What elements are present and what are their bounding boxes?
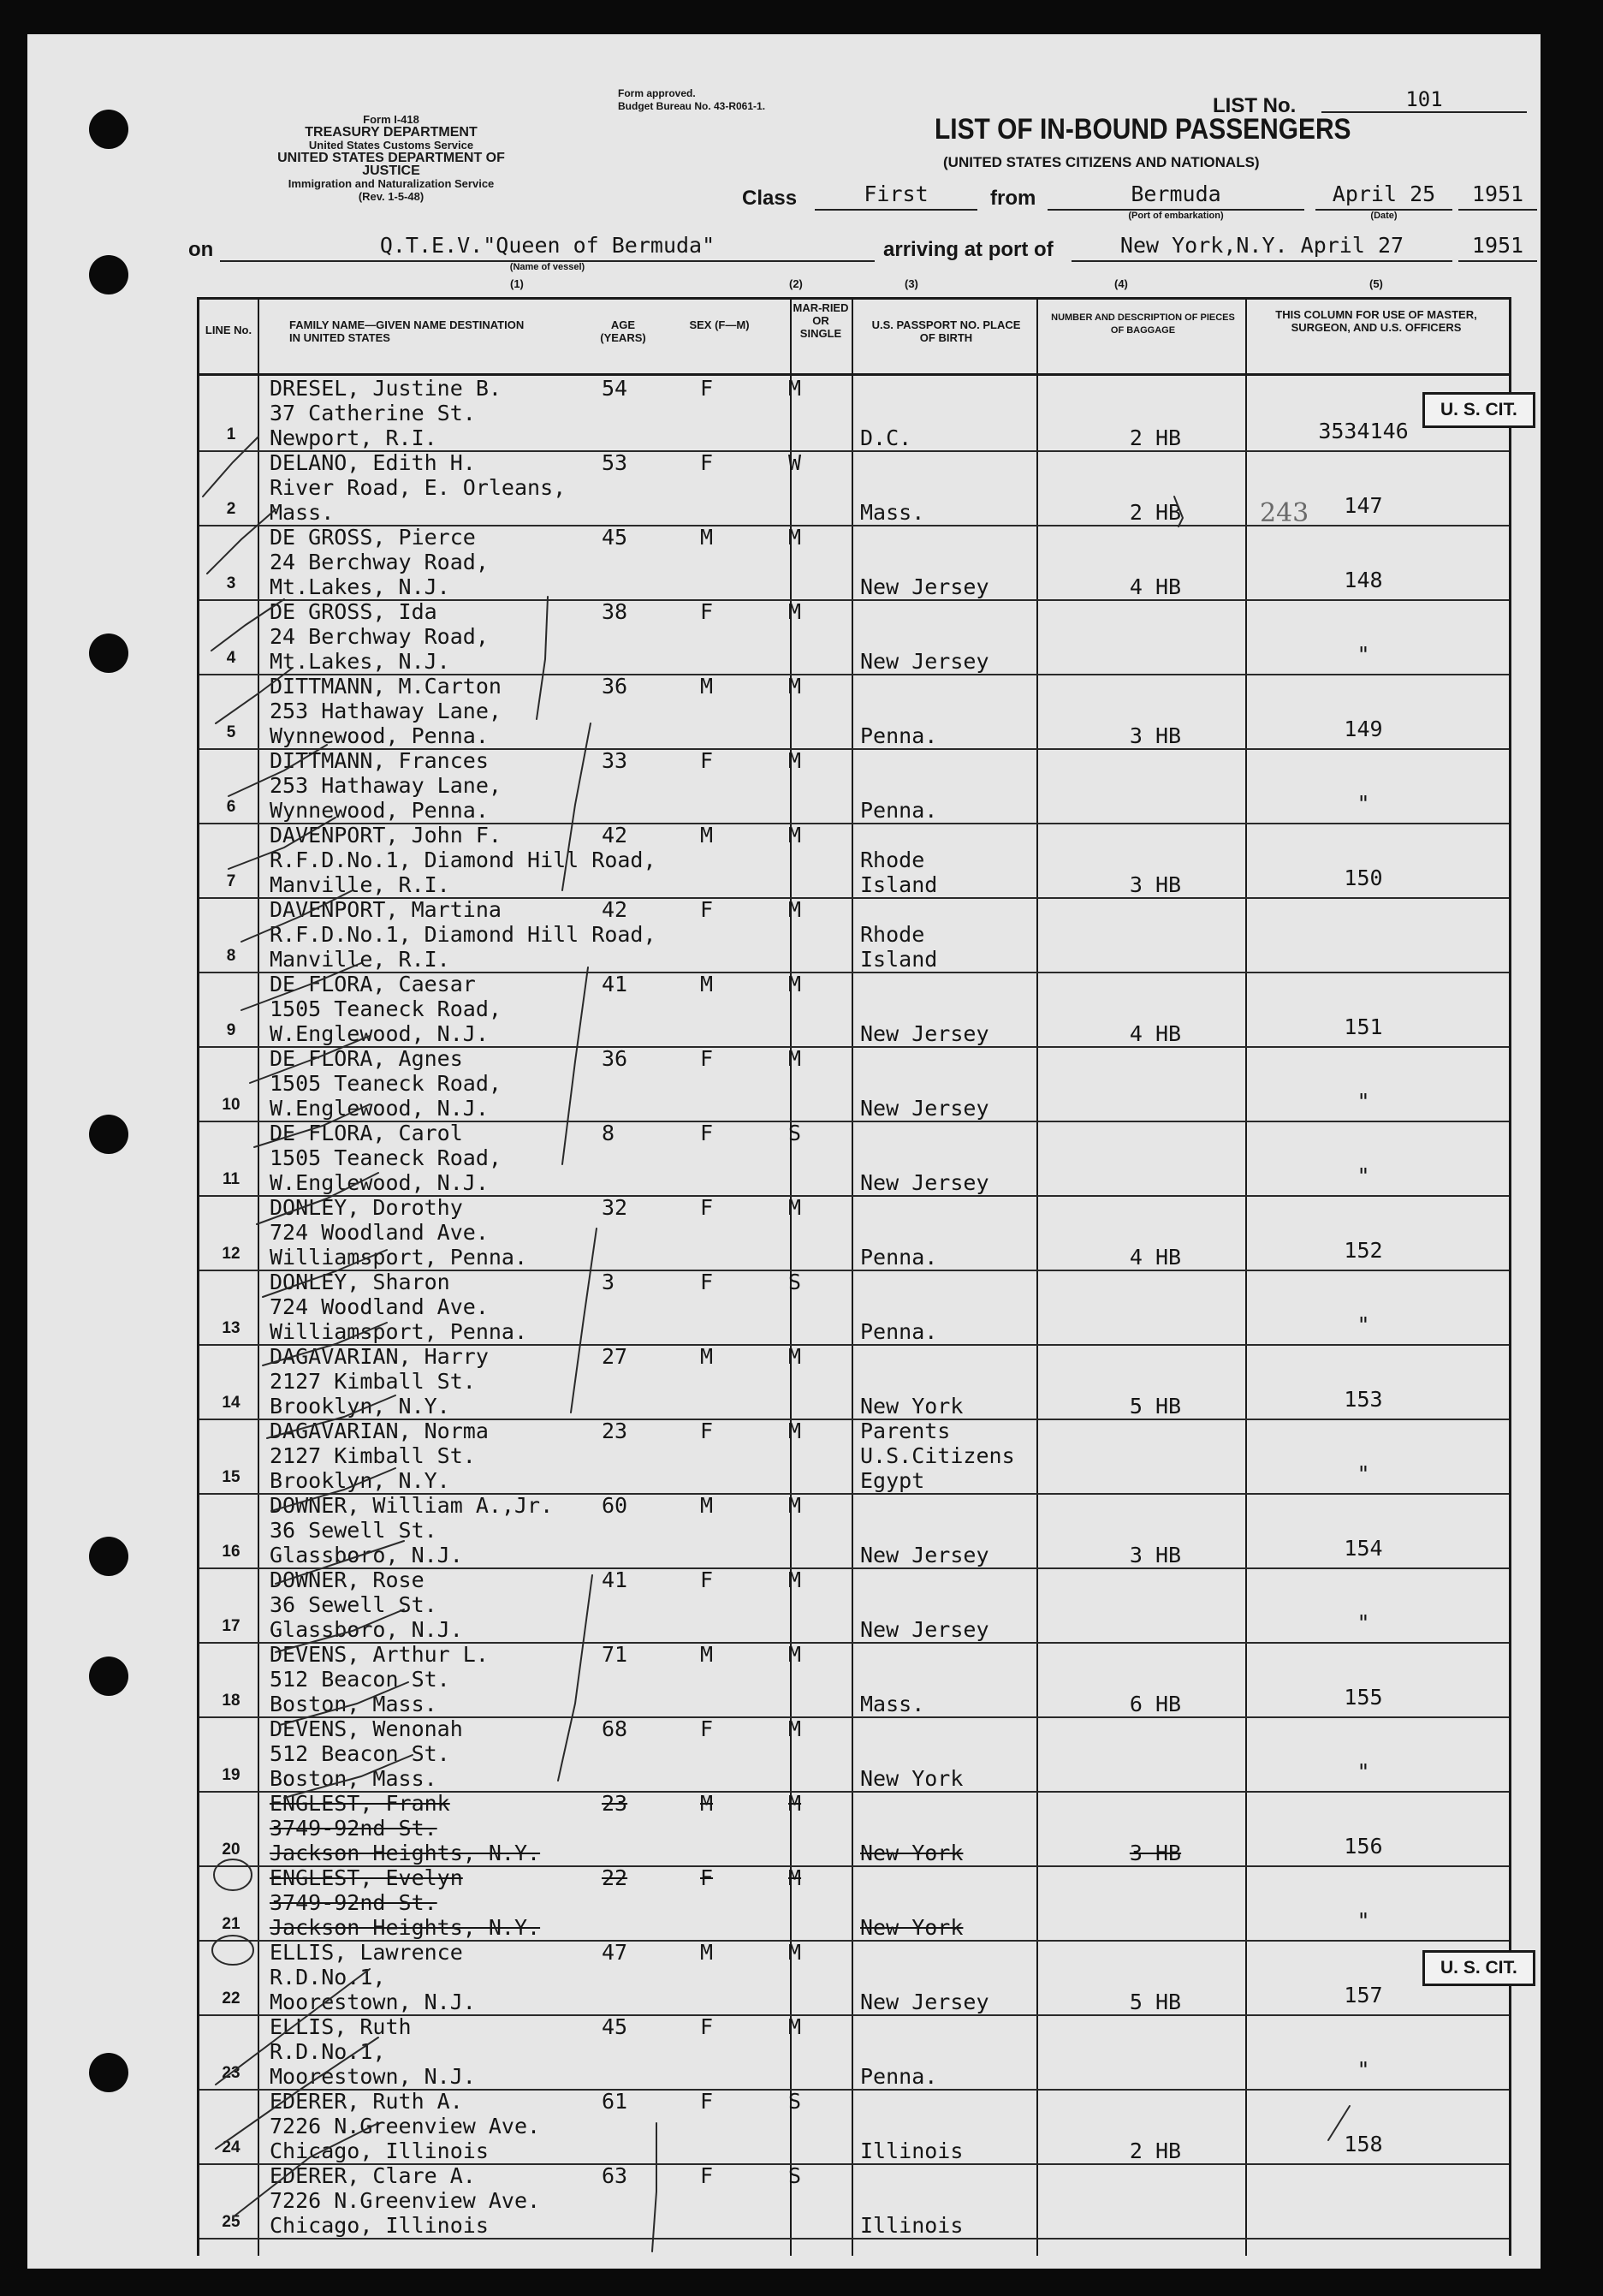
baggage-description: 5 HB	[1129, 1990, 1182, 2014]
marital-status: M	[788, 1716, 802, 1741]
column-number: (1)	[510, 277, 524, 290]
passenger-sex: F	[700, 376, 714, 401]
form-approved-text: Form approved.	[618, 87, 696, 99]
passenger-sex: M	[700, 1940, 714, 1965]
official-notation: "	[1357, 1759, 1370, 1784]
passenger-name-destination: EDERER, Ruth A. 7226 N.Greenview Ave. Chicago, Illinois	[270, 2089, 541, 2163]
marital-status: M	[788, 1567, 802, 1592]
official-notation: 153	[1344, 1387, 1383, 1412]
passenger-age: 33	[602, 748, 628, 773]
passenger-age: 54	[602, 376, 628, 401]
place-of-birth: Mass.	[860, 500, 925, 525]
passenger-age: 36	[602, 1046, 628, 1071]
header-married: MAR-RIED OR SINGLE	[793, 301, 849, 340]
passenger-sex: F	[700, 1865, 714, 1890]
place-of-birth: New Jersey	[860, 649, 989, 674]
passenger-sex: F	[700, 599, 714, 624]
place-of-birth: New Jersey	[860, 574, 989, 599]
passenger-age: 3	[602, 1270, 615, 1294]
marital-status: M	[788, 376, 802, 401]
passenger-sex: F	[700, 1419, 714, 1443]
marital-status: M	[788, 1642, 802, 1667]
passenger-age: 42	[602, 897, 628, 922]
marital-status: M	[788, 748, 802, 773]
passenger-name-destination: DE FLORA, Caesar 1505 Teaneck Road, W.Englewood, N.J.	[270, 972, 502, 1046]
passenger-name-destination: DAVENPORT, Martina R.F.D.No.1, Diamond Hill Road, Manville, R.I.	[270, 897, 656, 972]
passenger-name-destination: DONLEY, Dorothy 724 Woodland Ave. Williamsport, Penna.	[270, 1195, 528, 1270]
class-value: First	[815, 181, 977, 211]
list-number: 101	[1321, 87, 1527, 113]
header-passport-birthplace: U.S. PASSPORT NO. PLACE OF BIRTH	[871, 318, 1021, 344]
passenger-name-destination: DAGAVARIAN, Harry 2127 Kimball St. Brooklyn, N.Y.	[270, 1344, 489, 1419]
baggage-description: 3 HB	[1129, 1841, 1182, 1865]
passenger-age: 45	[602, 525, 628, 550]
place-of-birth: Penna.	[860, 1245, 938, 1270]
line-number: 23	[222, 2064, 240, 2082]
place-of-birth: New York	[860, 1841, 964, 1865]
baggage-description: 4 HB	[1129, 1245, 1182, 1270]
official-notation: 149	[1344, 717, 1383, 741]
pencil-notation: 243	[1260, 498, 1309, 528]
official-notation: "	[1357, 1461, 1370, 1486]
passenger-sex: F	[700, 2089, 714, 2114]
marital-status: M	[788, 1865, 802, 1890]
passenger-name-destination: ENGLEST, Evelyn 3749-92nd St. Jackson Heights, N.Y.	[270, 1865, 541, 1940]
baggage-description: 3 HB	[1129, 1543, 1182, 1567]
passenger-name-destination: DEVENS, Arthur L. 512 Beacon St. Boston, Mass.	[270, 1642, 489, 1716]
passenger-age: 32	[602, 1195, 628, 1220]
marital-status: M	[788, 1419, 802, 1443]
marital-status: M	[788, 1195, 802, 1220]
place-of-birth: Penna.	[860, 723, 938, 748]
passenger-name-destination: EDERER, Clare A. 7226 N.Greenview Ave. Chicago, Illinois	[270, 2163, 541, 2238]
baggage-description: 4 HB	[1129, 574, 1182, 599]
on-label: on	[188, 238, 214, 261]
marital-status: S	[788, 2163, 802, 2188]
official-notation: 158	[1344, 2132, 1383, 2156]
marital-status: S	[788, 1121, 802, 1145]
baggage-description: 2 HB	[1129, 2138, 1182, 2163]
passenger-name-destination: ELLIS, Ruth R.D.No.1, Moorestown, N.J.	[270, 2014, 476, 2089]
passenger-sex: F	[700, 1716, 714, 1741]
passenger-name-destination: DITTMANN, M.Carton 253 Hathaway Lane, Wynnewood, Penna.	[270, 674, 502, 748]
passenger-sex: F	[700, 450, 714, 475]
official-notation: 3534146	[1318, 419, 1409, 443]
list-number-label: LIST No.	[1213, 94, 1297, 117]
treasury-department: TREASURY DEPARTMENT	[305, 125, 478, 140]
line-number: 9	[226, 1021, 236, 1039]
passenger-age: 23	[602, 1791, 628, 1816]
place-of-birth: D.C.	[860, 425, 912, 450]
manifest-page	[27, 34, 1541, 2269]
line-number: 22	[222, 1990, 240, 2008]
arrival-port-date: New York,N.Y. April 27	[1072, 233, 1452, 262]
baggage-description: 4 HB	[1129, 1021, 1182, 1046]
marital-status: M	[788, 525, 802, 550]
line-number: 20	[222, 1841, 240, 1859]
port-of-embarkation: Bermuda	[1048, 181, 1304, 211]
line-number: 18	[222, 1692, 240, 1710]
baggage-description: 5 HB	[1129, 1394, 1182, 1419]
passenger-sex: M	[700, 1642, 714, 1667]
budget-bureau-number: Budget Bureau No. 43-R061-1.	[618, 100, 766, 112]
immigration-service: Immigration and Naturalization Service	[288, 177, 495, 190]
place-of-birth: New York	[860, 1394, 964, 1419]
official-notation: "	[1357, 791, 1370, 816]
line-number: 6	[226, 798, 236, 816]
line-number: 11	[222, 1170, 240, 1188]
official-notation: 157	[1344, 1983, 1383, 2008]
place-of-birth: New York	[860, 1915, 964, 1940]
passenger-name-destination: ELLIS, Lawrence R.D.No.1, Moorestown, N.J.	[270, 1940, 476, 2014]
line-number: 21	[222, 1915, 240, 1933]
passenger-age: 41	[602, 972, 628, 996]
passenger-age: 22	[602, 1865, 628, 1890]
place-of-birth: Illinois	[860, 2213, 964, 2238]
from-label: from	[990, 187, 1036, 210]
header-sex: SEX (F—M)	[689, 318, 750, 331]
marital-status: M	[788, 823, 802, 848]
vessel-name: Q.T.E.V."Queen of Bermuda"	[220, 233, 875, 262]
passenger-name-destination: DAVENPORT, John F. R.F.D.No.1, Diamond Hill Road, Manville, R.I.	[270, 823, 656, 897]
vessel-name-caption: (Name of vessel)	[509, 262, 585, 272]
passenger-name-destination: DOWNER, William A.,Jr. 36 Sewell St. Glassboro, N.J.	[270, 1493, 554, 1567]
official-notation: 154	[1344, 1536, 1383, 1561]
place-of-birth: New Jersey	[860, 1617, 989, 1642]
column-number: (5)	[1369, 277, 1383, 290]
marital-status: M	[788, 897, 802, 922]
port-of-embarkation-caption: (Port of embarkation)	[1128, 211, 1224, 221]
baggage-description: 6 HB	[1129, 1692, 1182, 1716]
passenger-age: 47	[602, 1940, 628, 1965]
passenger-sex: F	[700, 1121, 714, 1145]
official-notation: "	[1357, 1163, 1370, 1188]
header-officers: THIS COLUMN FOR USE OF MASTER, SURGEON, AND U.S. OFFICERS	[1275, 308, 1477, 334]
place-of-birth: Penna.	[860, 1319, 938, 1344]
departure-date: April 25	[1315, 181, 1452, 211]
passenger-name-destination: DE GROSS, Pierce 24 Berchway Road, Mt.Lakes, N.J.	[270, 525, 489, 599]
passenger-name-destination: DITTMANN, Frances 253 Hathaway Lane, Wynnewood, Penna.	[270, 748, 502, 823]
marital-status: M	[788, 599, 802, 624]
us-citizen-stamp: U. S. CIT.	[1422, 392, 1535, 428]
place-of-birth: Rhode Island	[860, 922, 938, 972]
date-caption: (Date)	[1370, 211, 1398, 221]
official-notation: 150	[1344, 865, 1383, 890]
place-of-birth: New Jersey	[860, 1170, 989, 1195]
passenger-sex: M	[700, 1344, 714, 1369]
header-age: AGE (YEARS)	[600, 318, 646, 344]
passenger-name-destination: DE GROSS, Ida 24 Berchway Road, Mt.Lakes, N.J.	[270, 599, 489, 674]
place-of-birth: New York	[860, 1766, 964, 1791]
marital-status: S	[788, 1270, 802, 1294]
passenger-sex: M	[700, 674, 714, 699]
passenger-age: 60	[602, 1493, 628, 1518]
marital-status: M	[788, 972, 802, 996]
passenger-name-destination: DE FLORA, Carol 1505 Teaneck Road, W.Englewood, N.J.	[270, 1121, 502, 1195]
place-of-birth: Penna.	[860, 2064, 938, 2089]
place-of-birth: Illinois	[860, 2138, 964, 2163]
passenger-age: 41	[602, 1567, 628, 1592]
passenger-name-destination: DRESEL, Justine B. 37 Catherine St. Newport, R.I.	[270, 376, 502, 450]
header-name-destination: FAMILY NAME—GIVEN NAME DESTINATION IN UNITED STATES	[289, 318, 525, 344]
passenger-name-destination: ENGLEST, Frank 3749-92nd St. Jackson Heights, N.Y.	[270, 1791, 541, 1865]
passenger-age: 45	[602, 2014, 628, 2039]
official-notation: 156	[1344, 1834, 1383, 1859]
arriving-label: arriving at port of	[883, 238, 1054, 261]
line-number: 2	[226, 500, 236, 518]
line-number: 10	[222, 1096, 240, 1114]
header-baggage: NUMBER AND DESCRIPTION OF PIECES OF BAGGAGE	[1051, 312, 1235, 336]
line-number: 24	[222, 2138, 240, 2156]
line-number: 15	[222, 1468, 240, 1486]
customs-service: United States Customs Service	[308, 139, 474, 152]
line-number: 4	[226, 649, 236, 667]
baggage-description: 2 HB	[1129, 500, 1182, 525]
marital-status: M	[788, 674, 802, 699]
passenger-age: 27	[602, 1344, 628, 1369]
line-number: 13	[222, 1319, 240, 1337]
place-of-birth: New Jersey	[860, 1096, 989, 1121]
official-notation: 148	[1344, 568, 1383, 592]
form-revision: (Rev. 1-5-48)	[358, 190, 424, 203]
baggage-description: 3 HB	[1129, 872, 1182, 897]
department-of-justice: UNITED STATES DEPARTMENT OF JUSTICE	[277, 151, 505, 178]
official-notation: "	[1357, 1610, 1370, 1635]
official-notation: "	[1357, 642, 1370, 667]
line-number: 8	[226, 947, 236, 965]
place-of-birth: New Jersey	[860, 1990, 989, 2014]
line-number: 17	[222, 1617, 240, 1635]
handwritten-check-marks	[27, 34, 1541, 2269]
official-notation: 152	[1344, 1238, 1383, 1263]
line-number: 25	[222, 2213, 240, 2231]
column-number: (3)	[905, 277, 918, 290]
passenger-name-destination: DELANO, Edith H. River Road, E. Orleans, Mass.	[270, 450, 567, 525]
passenger-sex: F	[700, 748, 714, 773]
marital-status: M	[788, 1791, 802, 1816]
passenger-age: 8	[602, 1121, 615, 1145]
line-number: 16	[222, 1543, 240, 1561]
passenger-name-destination: DE FLORA, Agnes 1505 Teaneck Road, W.Englewood, N.J.	[270, 1046, 502, 1121]
column-number: (2)	[789, 277, 803, 290]
passenger-name-destination: DOWNER, Rose 36 Sewell St. Glassboro, N.J.	[270, 1567, 463, 1642]
place-of-birth: New Jersey	[860, 1021, 989, 1046]
place-of-birth: Mass.	[860, 1692, 925, 1716]
line-number: 5	[226, 723, 236, 741]
official-notation: 155	[1344, 1685, 1383, 1710]
form-number: Form I-418	[363, 113, 419, 126]
marital-status: M	[788, 2014, 802, 2039]
passenger-age: 68	[602, 1716, 628, 1741]
passenger-sex: F	[700, 1195, 714, 1220]
line-number: 14	[222, 1394, 240, 1412]
passenger-sex: F	[700, 1046, 714, 1071]
us-citizen-stamp: U. S. CIT.	[1422, 1950, 1535, 1986]
official-notation: "	[1357, 1312, 1370, 1337]
passenger-age: 53	[602, 450, 628, 475]
passenger-name-destination: DEVENS, Wenonah 512 Beacon St. Boston, Mass.	[270, 1716, 463, 1791]
passenger-sex: M	[700, 823, 714, 848]
passenger-sex: F	[700, 897, 714, 922]
passenger-age: 38	[602, 599, 628, 624]
marital-status: M	[788, 1493, 802, 1518]
column-number: (4)	[1114, 277, 1128, 290]
document-subtitle: (UNITED STATES CITIZENS AND NATIONALS)	[943, 154, 1260, 170]
line-number: 7	[226, 872, 236, 890]
baggage-description: 3 HB	[1129, 723, 1182, 748]
marital-status: S	[788, 2089, 802, 2114]
marital-status: M	[788, 1046, 802, 1071]
place-of-birth: Parents U.S.Citizens Egypt	[860, 1419, 1015, 1493]
passenger-age: 63	[602, 2163, 628, 2188]
official-notation: "	[1357, 1908, 1370, 1933]
arrival-year: 1951	[1458, 233, 1537, 262]
marital-status: M	[788, 1344, 802, 1369]
marital-status: W	[788, 450, 802, 475]
official-notation: 151	[1344, 1014, 1383, 1039]
line-number: 12	[222, 1245, 240, 1263]
line-number: 3	[226, 574, 236, 592]
official-notation: 147	[1344, 493, 1383, 518]
passenger-age: 36	[602, 674, 628, 699]
passenger-sex: F	[700, 1270, 714, 1294]
passenger-sex: M	[700, 972, 714, 996]
baggage-description: 2 HB	[1129, 425, 1182, 450]
passenger-sex: F	[700, 2014, 714, 2039]
place-of-birth: New Jersey	[860, 1543, 989, 1567]
class-label: Class	[742, 187, 798, 210]
passenger-sex: F	[700, 2163, 714, 2188]
place-of-birth: Rhode Island	[860, 848, 938, 897]
passenger-age: 61	[602, 2089, 628, 2114]
passenger-sex: M	[700, 525, 714, 550]
passenger-name-destination: DAGAVARIAN, Norma 2127 Kimball St. Brooklyn, N.Y.	[270, 1419, 489, 1493]
official-notation: "	[1357, 2057, 1370, 2082]
place-of-birth: Penna.	[860, 798, 938, 823]
passenger-age: 42	[602, 823, 628, 848]
passenger-sex: M	[700, 1791, 714, 1816]
passenger-age: 23	[602, 1419, 628, 1443]
line-number: 1	[226, 425, 236, 443]
passenger-sex: F	[700, 1567, 714, 1592]
passenger-age: 71	[602, 1642, 628, 1667]
passenger-sex: M	[700, 1493, 714, 1518]
passenger-name-destination: DONLEY, Sharon 724 Woodland Ave. Williamsport, Penna.	[270, 1270, 528, 1344]
header-line-no: LINE No.	[205, 324, 252, 336]
departure-year: 1951	[1458, 181, 1537, 211]
document-title: LIST OF IN-BOUND PASSENGERS	[935, 113, 1351, 146]
marital-status: M	[788, 1940, 802, 1965]
line-number: 19	[222, 1766, 240, 1784]
official-notation: "	[1357, 1089, 1370, 1114]
